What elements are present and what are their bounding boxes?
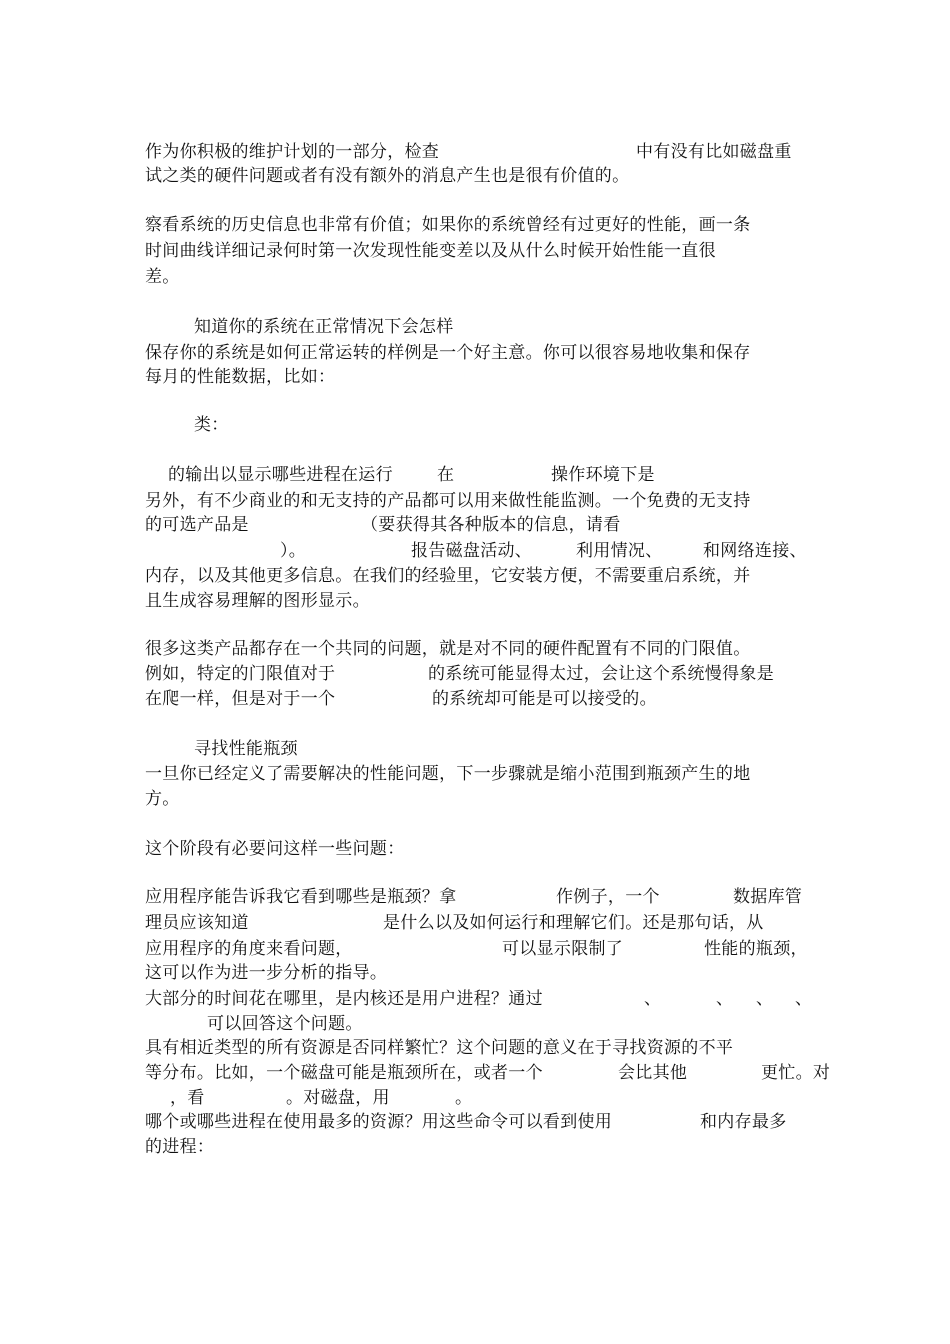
text-line: 保存你的系统是如何正常运转的样例是一个好主意。你可以很容易地收集和保存 <box>145 343 751 363</box>
text-line: 内存，以及其他更多信息。在我们的经验里，它安装方便，不需要重启系统，并 <box>145 566 751 586</box>
text-line: 作例子，一个 <box>556 887 660 907</box>
text-line: 可以回答这个问题。 <box>207 1014 363 1034</box>
text-line: 利用情况、 <box>576 541 663 561</box>
text-line: 试之类的硬件问题或者有没有额外的消息产生也是很有价值的。 <box>145 166 630 186</box>
text-line: （要获得其各种版本的信息，请看 <box>361 515 621 535</box>
text-line: 和内存最多 <box>700 1112 787 1132</box>
text-line: 哪个或哪些进程在使用最多的资源？用这些命令可以看到使用 <box>145 1112 613 1132</box>
text-line: 中有没有比如磁盘重 <box>636 142 792 162</box>
text-line: ）。 <box>280 541 307 561</box>
text-line: 差。 <box>145 267 180 287</box>
text-line: 这个阶段有必要问这样一些问题： <box>145 839 405 859</box>
text-line: 、 <box>644 989 662 1009</box>
text-line: 例如，特定的门限值对于 <box>145 664 336 684</box>
text-line: 会比其他 <box>618 1063 688 1083</box>
text-line: 具有相近类型的所有资源是否同样繁忙？这个问题的意义在于寻找资源的不平 <box>145 1038 734 1058</box>
text-line: 另外，有不少商业的和无支持的产品都可以用来做性能监测。一个免费的无支持 <box>145 491 751 511</box>
text-line: 的进程： <box>145 1137 215 1157</box>
text-line: 的输出以显示哪些进程在运行 <box>168 465 393 485</box>
text-line: 、 <box>716 989 734 1009</box>
text-line: 。对磁盘，用 <box>286 1088 390 1108</box>
text-line: 的系统却可能是可以接受的。 <box>432 689 657 709</box>
text-line: 在 <box>437 465 455 485</box>
text-line: 可以显示限制了 <box>502 939 624 959</box>
text-line: 理员应该知道 <box>145 913 249 933</box>
text-line: ，看 <box>170 1088 205 1108</box>
text-line: 和网络连接、 <box>703 541 807 561</box>
text-line: 大部分的时间花在哪里，是内核还是用户进程？通过 <box>145 989 543 1009</box>
text-line: 应用程序能告诉我它看到哪些是瓶颈？拿 <box>145 887 457 907</box>
text-line: 在爬一样，但是对于一个 <box>145 689 336 709</box>
text-line: 性能的瓶颈， <box>704 939 808 959</box>
text-line: 应用程序的角度来看问题， <box>145 939 353 959</box>
text-line: 更忙。对 <box>761 1063 831 1083</box>
text-line: 。 <box>455 1088 473 1108</box>
text-line: 作为你积极的维护计划的一部分，检查 <box>145 142 440 162</box>
text-line: 方。 <box>145 789 180 809</box>
text-line: 、 <box>795 989 813 1009</box>
section-heading: 寻找性能瓶颈 <box>194 739 298 759</box>
text-line: 时间曲线详细记录何时第一次发现性能变差以及从什么时候开始性能一直很 <box>145 241 716 261</box>
text-line: 这可以作为进一步分析的指导。 <box>145 963 388 983</box>
text-line: 每月的性能数据，比如： <box>145 367 336 387</box>
text-line: 且生成容易理解的图形显示。 <box>145 591 370 611</box>
text-line: 报告磁盘活动、 <box>411 541 533 561</box>
text-line: 是什么以及如何运行和理解它们。还是那句话，从 <box>383 913 764 933</box>
text-line: 很多这类产品都存在一个共同的问题，就是对不同的硬件配置有不同的门限值。 <box>145 639 751 659</box>
text-line: 一旦你已经定义了需要解决的性能问题，下一步骤就是缩小范围到瓶颈产生的地 <box>145 764 751 784</box>
text-line: 类： <box>194 415 229 435</box>
text-line: 等分布。比如，一个磁盘可能是瓶颈所在，或者一个 <box>145 1063 543 1083</box>
text-line: 操作环境下是 <box>551 465 655 485</box>
text-line: 的可选产品是 <box>145 515 249 535</box>
section-heading: 知道你的系统在正常情况下会怎样 <box>194 317 454 337</box>
text-line: 的系统可能显得太过，会让这个系统慢得象是 <box>428 664 774 684</box>
text-line: 、 <box>756 989 774 1009</box>
text-line: 数据库管 <box>733 887 803 907</box>
text-line: 察看系统的历史信息也非常有价值；如果你的系统曾经有过更好的性能，画一条 <box>145 215 751 235</box>
